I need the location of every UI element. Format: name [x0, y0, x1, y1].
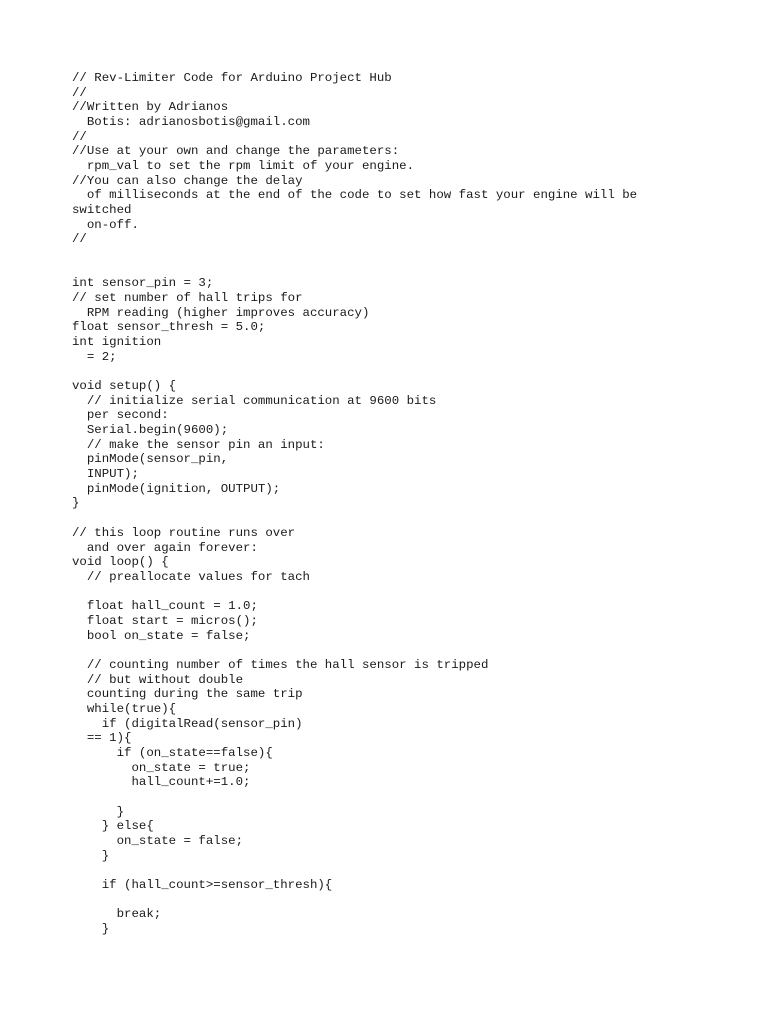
code-line: //You can also change the delay — [72, 173, 303, 188]
code-line: // — [72, 129, 87, 144]
code-line: pinMode(ignition, OUTPUT); — [72, 481, 281, 496]
code-line: == 1){ — [72, 731, 132, 746]
code-line: int sensor_pin = 3; — [72, 276, 214, 291]
code-line — [72, 262, 752, 277]
code-listing — [72, 71, 752, 937]
code-line: // counting number of times the hall sensor is tripped — [72, 657, 489, 672]
code-line: } — [72, 496, 80, 511]
code-line — [72, 585, 752, 600]
code-line: float hall_count = 1.0; — [72, 599, 258, 614]
code-line: // preallocate values for tach — [72, 569, 310, 584]
code-line: // this loop routine runs over — [72, 525, 296, 540]
code-line: Serial.begin(9600); — [72, 423, 229, 438]
code-line: pinMode(sensor_pin, — [72, 452, 229, 467]
code-line: // Rev-Limiter Code for Arduino Project Hub — [72, 71, 392, 85]
code-line: counting during the same trip — [72, 687, 303, 702]
code-line: } — [72, 921, 110, 936]
code-line — [72, 511, 752, 526]
code-line — [72, 893, 752, 908]
code-line: if (hall_count>=sensor_thresh){ — [72, 877, 333, 892]
code-line — [72, 863, 752, 878]
code-line: float sensor_thresh = 5.0; — [72, 320, 266, 335]
code-line: // make the sensor pin an input: — [72, 437, 325, 452]
code-line: RPM reading (higher improves accuracy) — [72, 305, 370, 320]
code-line: on_state = true; — [72, 760, 251, 775]
code-line: // initialize serial communication at 9600 bits — [72, 393, 437, 408]
code-line: of milliseconds at the end of the code to set how fast your engine will be — [72, 188, 638, 203]
code-line — [72, 364, 752, 379]
code-line — [72, 790, 752, 805]
code-line: on_state = false; — [72, 833, 244, 848]
code-line: switched — [72, 203, 132, 218]
code-line: void setup() { — [72, 379, 177, 394]
code-line: // — [72, 232, 87, 247]
code-line — [72, 643, 752, 658]
code-line: break; — [72, 907, 162, 922]
code-line: hall_count+=1.0; — [72, 775, 251, 790]
code-line: // — [72, 85, 87, 100]
code-line: = 2; — [72, 349, 117, 364]
code-line: //Use at your own and change the parameters: — [72, 144, 400, 159]
code-line — [72, 247, 752, 262]
code-line: } else{ — [72, 819, 154, 834]
code-line: //Written by Adrianos — [72, 100, 229, 115]
code-line: INPUT); — [72, 467, 139, 482]
code-line: float start = micros(); — [72, 613, 258, 628]
code-line: // but without double — [72, 672, 244, 687]
code-line: and over again forever: — [72, 540, 258, 555]
code-line: per second: — [72, 408, 169, 423]
code-line: } — [72, 848, 110, 863]
code-line: on-off. — [72, 217, 139, 232]
code-line: while(true){ — [72, 701, 177, 716]
code-line: if (on_state==false){ — [72, 745, 273, 760]
code-line: void loop() { — [72, 555, 169, 570]
code-line: if (digitalRead(sensor_pin) — [72, 716, 303, 731]
code-line: } — [72, 804, 125, 819]
code-line: bool on_state = false; — [72, 628, 251, 643]
code-line: // set number of hall trips for — [72, 291, 303, 306]
code-line: Botis: adrianosbotis@gmail.com — [72, 115, 310, 130]
code-line: int ignition — [72, 335, 162, 350]
code-line: rpm_val to set the rpm limit of your engine. — [72, 159, 415, 174]
